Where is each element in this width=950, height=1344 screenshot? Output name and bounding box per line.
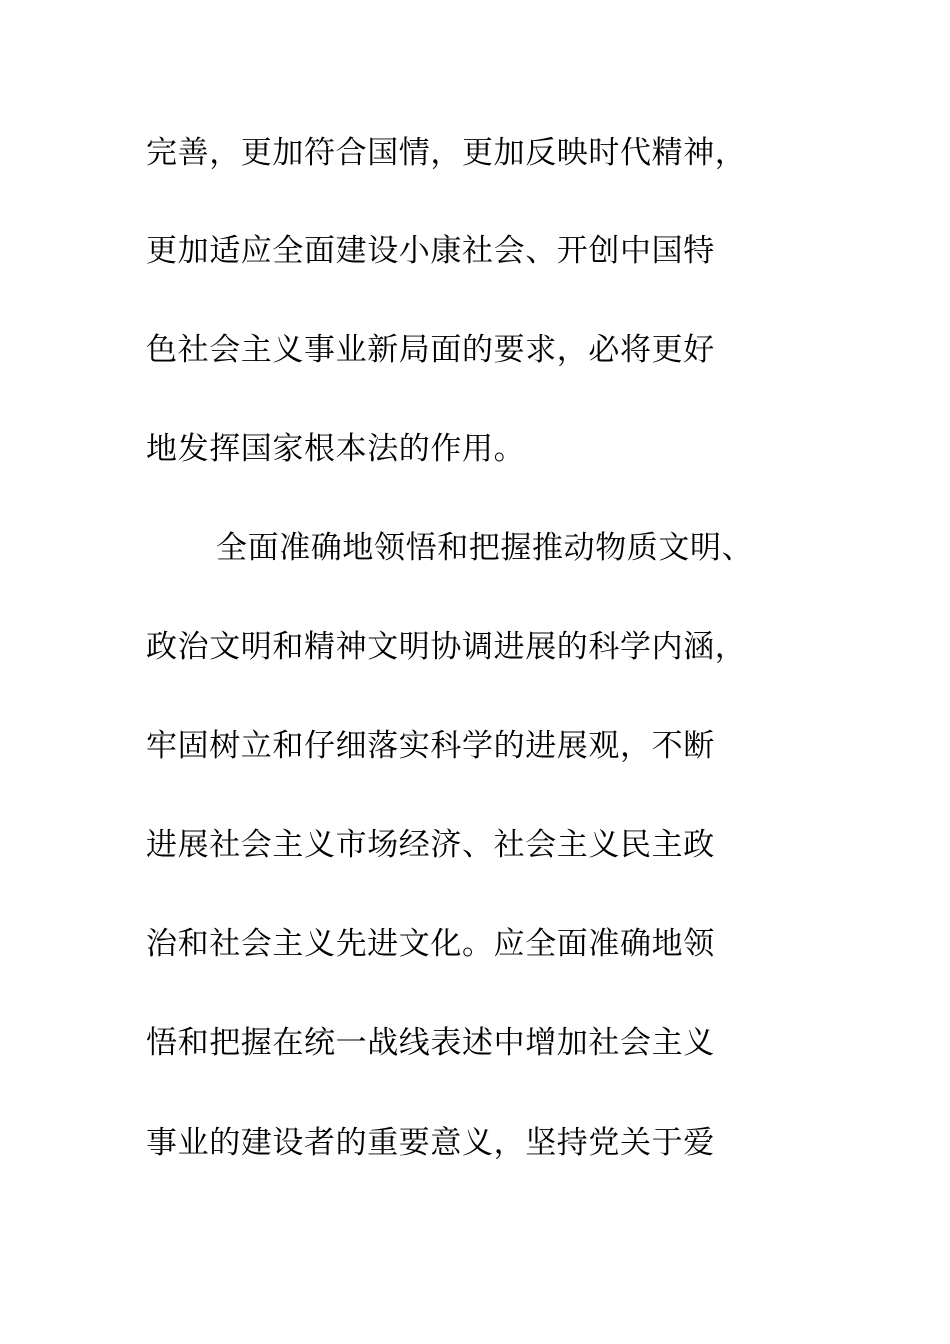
text-line-10: 悟和把握在统一战线表述中增加社会主义 (146, 1025, 715, 1061)
text-line-11: 事业的建设者的重要意义，坚持党关于爱 (146, 1125, 715, 1161)
paragraph-start-line: 全面准确地领悟和把握推动物质文明、 (216, 530, 754, 566)
text-line-1: 完善，更加符合国情，更加反映时代精神， (146, 135, 747, 171)
text-line-8: 进展社会主义市场经济、社会主义民主政 (146, 827, 715, 863)
text-line-9: 治和社会主义先进文化。应全面准确地领 (146, 926, 715, 962)
text-line-4: 地发挥国家根本法的作用。 (146, 431, 526, 467)
text-line-3: 色社会主义事业新局面的要求，必将更好 (146, 332, 715, 368)
text-line-2: 更加适应全面建设小康社会、开创中国特 (146, 233, 715, 269)
text-line-7: 牢固树立和仔细落实科学的进展观，不断 (146, 728, 715, 764)
text-line-6: 政治文明和精神文明协调进展的科学内涵， (146, 629, 747, 665)
